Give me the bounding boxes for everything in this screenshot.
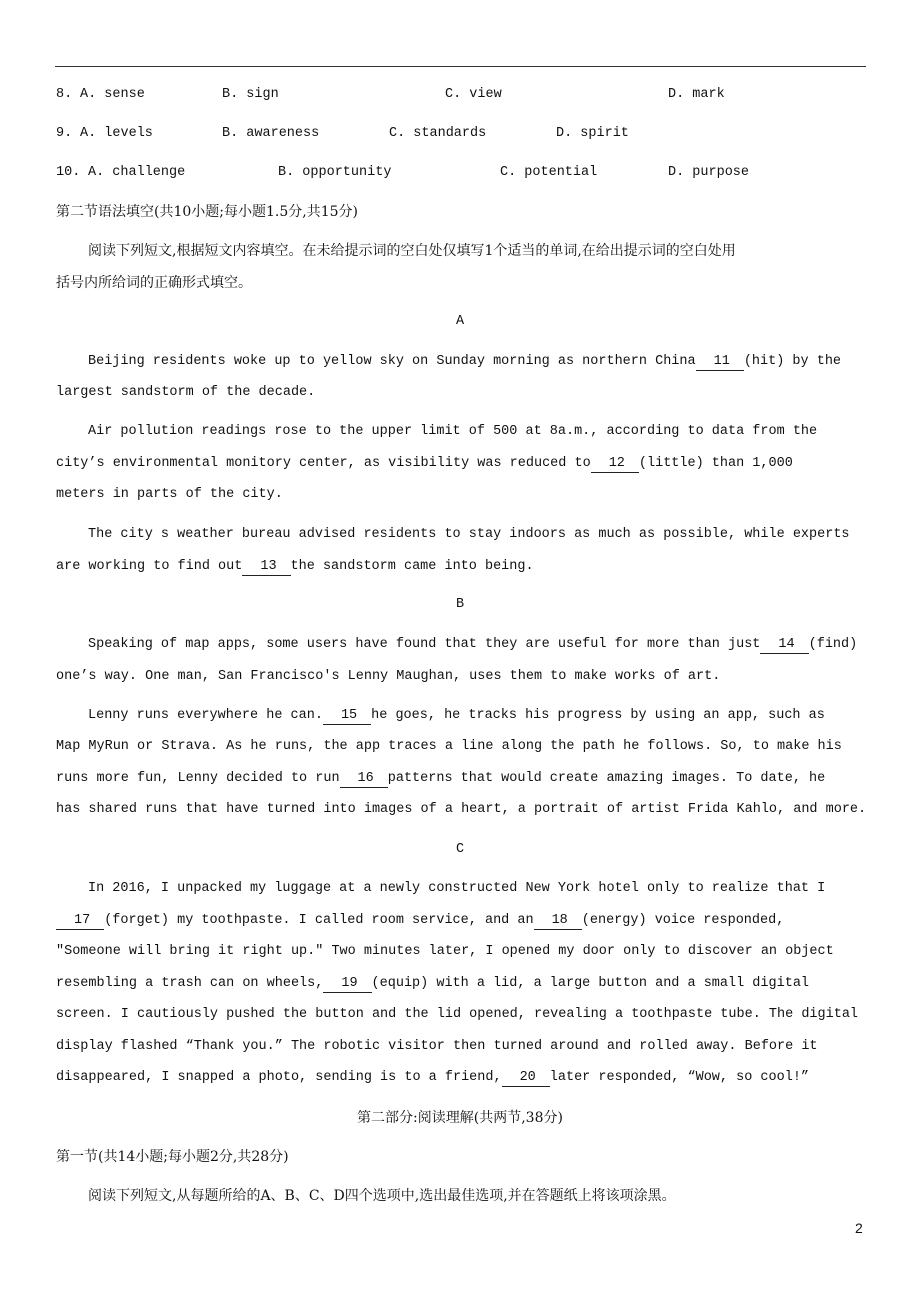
text-segment: later responded, “Wow, so cool!” [549,1070,810,1085]
text-line [56,800,866,820]
answer-blank-17: 17 [56,913,104,930]
answer-blank-14: 14 [760,637,808,654]
text-segment: city’s environmental monitory center, as visibility was reduced to [56,456,591,471]
text-segment: Speaking of map apps, some users have found that they are useful for more than just [88,637,761,652]
section-heading [0,1108,920,1128]
text-segment: (hit) by the [743,354,842,369]
text-segment: (little) than 1,000 [638,456,793,471]
text-line [56,667,720,687]
text-segment: A [455,314,465,329]
text-segment: Beijing residents woke up to yellow sky on Sunday morning as northern China [88,354,696,369]
option-9-d: D. spirit [556,126,629,141]
text-line [88,706,825,726]
text-segment: (equip) with a lid, a large button and a small digital [371,976,810,991]
option-10-d: D. purpose [668,165,750,180]
text-line [56,1005,858,1025]
option-8-a: A. sense [80,87,145,102]
option-9-a: A. levels [80,126,153,141]
text-segment: meters in parts of the city. [56,487,283,502]
text-segment: Map MyRun or Strava. As he runs, the app traces a line along the path he follows. So, to make his [56,739,842,754]
text-segment: 第二节语法填空(共10小题;每小题1.5分,共15分) [56,204,358,220]
header-rule [55,66,866,67]
answer-blank-18: 18 [534,913,582,930]
text-segment: In 2016, I unpacked my luggage at a newly constructed New York hotel only to realize that I [88,881,826,896]
answer-blank-15: 15 [323,708,371,725]
text-line [56,383,315,403]
text-line [56,737,842,757]
text-segment: 第一节(共14小题;每小题2分,共28分) [56,1149,289,1165]
section-heading [0,312,920,332]
option-9-b: B. awareness [222,126,320,141]
text-segment: resembling a trash can on wheels, [56,976,324,991]
question-number: 8. [56,87,73,102]
text-segment: (find) [808,637,858,652]
text-line [88,241,736,261]
text-line [88,422,817,442]
question-number: 10. [56,165,81,180]
text-segment: one’s way. One man, San Francisco's Lenny Maughan, uses them to make works of art. [56,669,721,684]
text-line [56,769,825,789]
answer-blank-11: 11 [696,354,744,371]
page-number: 2 [855,1220,863,1236]
answer-blank-12: 12 [591,456,639,473]
answer-blank-16: 16 [340,771,388,788]
text-segment: ″Someone will bring it right up.″ Two minutes later, I opened my door only to discover an object [56,944,834,959]
section-heading [0,840,920,860]
text-line [88,879,825,899]
text-segment: 阅读下列短文,根据短文内容填空。在未给提示词的空白处仅填写1个适当的单词,在给出提示词的空白处用 [88,243,736,259]
text-line [56,485,283,505]
text-segment: screen. I cautiously pushed the button and the lid opened, revealing a toothpaste tube. The digital [56,1007,859,1022]
answer-blank-13: 13 [242,559,290,576]
option-8-b: B. sign [222,87,279,102]
text-segment: display flashed “Thank you.” The robotic visitor then turned around and rolled away. Before it [56,1039,818,1054]
text-segment: disappeared, I snapped a photo, sending is to a friend, [56,1070,502,1085]
text-line [56,911,784,931]
text-segment: (energy) voice responded, [581,913,785,928]
option-10-a: A. challenge [88,165,186,180]
answer-blank-19: 19 [323,976,371,993]
text-segment: the sandstorm came into being. [290,559,534,574]
text-line [56,557,534,577]
text-segment: 括号内所给词的正确形式填空。 [56,275,252,291]
text-line [88,352,841,372]
text-segment: patterns that would create amazing images. To date, he [387,771,826,786]
option-8-c: C. view [445,87,502,102]
option-8-d: D. mark [668,87,725,102]
option-9-c: C. standards [389,126,487,141]
text-segment: are working to find out [56,559,243,574]
question-number: 9. [56,126,73,141]
text-segment: largest sandstorm of the decade. [56,385,316,400]
text-line [56,1147,289,1167]
text-segment: Lenny runs everywhere he can. [88,708,323,723]
text-segment: runs more fun, Lenny decided to run [56,771,340,786]
section-heading [0,595,920,615]
text-line [56,942,834,962]
text-segment: (forget) my toothpaste. I called room service, and an [104,913,534,928]
text-segment: C [455,842,465,857]
text-segment: 第二部分:阅读理解(共两节,38分) [357,1110,563,1126]
answer-blank-20: 20 [502,1070,550,1087]
text-segment: Air pollution readings rose to the upper limit of 500 at 8a.m., according to data from the [88,424,818,439]
text-segment: he goes, he tracks his progress by using an app, such as [371,708,825,723]
option-10-b: B. opportunity [278,165,392,180]
option-10-c: C. potential [500,165,598,180]
text-line [56,202,358,222]
text-line [56,974,809,994]
text-segment: B [455,597,465,612]
text-line [88,1186,676,1206]
text-line [56,273,252,293]
text-line [56,454,793,474]
text-line [56,1037,818,1057]
text-segment: The city s weather bureau advised residents to stay indoors as much as possible, while experts [88,527,850,542]
text-line [88,525,850,545]
text-segment: has shared runs that have turned into images of a heart, a portrait of artist Frida Kahlo, and more. [56,802,867,817]
text-segment: 阅读下列短文,从每题所给的A、B、C、D四个选项中,选出最佳选项,并在答题纸上将该项涂黑。 [88,1188,676,1204]
text-line [56,1068,809,1088]
text-line [88,635,857,655]
